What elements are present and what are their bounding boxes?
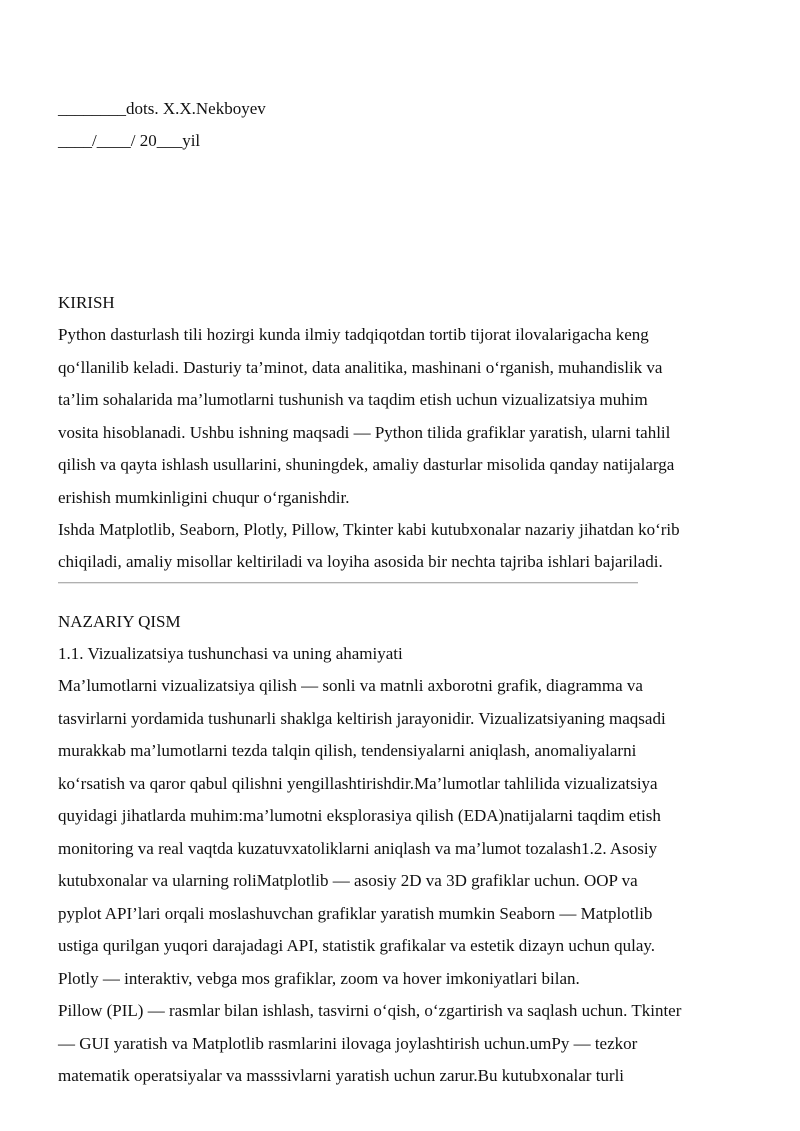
theory-paragraph-line: Plotly — interaktiv, vebga mos grafiklar, zoom va hover imkoniyatlari bilan.	[58, 969, 580, 988]
intro-paragraph-line: qilish va qayta ishlash usullarini, shuningdek, amaliy dasturlar misolida qanday natijalarga	[58, 455, 675, 474]
theory-paragraph-line: ko‘rsatish va qaror qabul qilishni yengillashtirishdir.Ma’lumotlar tahlilida vizualizatsiya	[58, 774, 658, 793]
intro-paragraph-line: Ishda Matplotlib, Seaborn, Plotly, Pillow, Tkinter kabi kutubxonalar nazariy jihatdan ko‘rib	[58, 520, 680, 539]
signature-name-line: ________dots. X.X.Nekboyev	[58, 99, 266, 118]
theory-paragraph-line: ustiga qurilgan yuqori darajadagi API, statistik grafikalar va estetik dizayn uchun qulay.	[58, 936, 656, 955]
intro-paragraph-line: ta’lim sohalarida ma’lumotlarni tushunish va taqdim etish uchun vizualizatsiya muhim	[58, 390, 648, 409]
theory-paragraph-line: pyplot API’lari orqali moslashuvchan grafiklar yaratish mumkin Seaborn — Matplotlib	[58, 904, 653, 923]
theory-subheading: 1.1. Vizualizatsiya tushunchasi va uning ahamiyati	[58, 644, 403, 663]
intro-paragraph-line: vosita hisoblanadi. Ushbu ishning maqsadi — Python tilida grafiklar yaratish, ularni tahlil	[58, 423, 671, 442]
theory-paragraph-line: kutubxonalar va ularning roliMatplotlib — asosiy 2D va 3D grafiklar uchun. OOP va	[58, 871, 638, 890]
theory-paragraph-line: — GUI yaratish va Matplotlib rasmlarini ilovaga joylashtirish uchun.umPy — tezkor	[58, 1034, 638, 1053]
theory-paragraph-line: monitoring va real vaqtda kuzatuvxatoliklarni aniqlash va ma’lumot tozalash1.2. Asosiy	[58, 839, 658, 858]
theory-paragraph-line: Pillow (PIL) — rasmlar bilan ishlash, tasvirni o‘qish, o‘zgartirish va saqlash uchun. Tkinter	[58, 1001, 682, 1020]
theory-paragraph-line: matematik operatsiyalar va masssivlarni yaratish uchun zarur.Bu kutubxonalar turli	[58, 1066, 625, 1085]
theory-paragraph-line: Ma’lumotlarni vizualizatsiya qilish — sonli va matnli axborotni grafik, diagramma va	[58, 676, 643, 695]
theory-heading: NAZARIY QISM	[58, 612, 181, 631]
intro-paragraph-line: Python dasturlash tili hozirgi kunda ilmiy tadqiqotdan tortib tijorat ilovalarigacha keng	[58, 325, 649, 344]
intro-paragraph-line: qo‘llanilib keladi. Dasturiy ta’minot, data analitika, mashinani o‘rganish, muhandislik va	[58, 358, 663, 377]
intro-heading: KIRISH	[58, 293, 115, 312]
theory-paragraph-line: tasvirlarni yordamida tushunarli shaklga keltirish jarayonidir. Vizualizatsiyaning maqsadi	[58, 709, 666, 728]
intro-paragraph-line: chiqiladi, amaliy misollar keltiriladi va loyiha asosida bir nechta tajriba ishlari bajariladi.	[58, 552, 663, 571]
section-divider	[58, 582, 638, 584]
theory-paragraph-line: murakkab ma’lumotlarni tezda talqin qilish, tendensiyalarni aniqlash, anomaliyalarni	[58, 741, 637, 760]
theory-paragraph-line: quyidagi jihatlarda muhim:ma’lumotni eksplorasiya qilish (EDA)natijalarni taqdim etish	[58, 806, 661, 825]
signature-date-line: ____/____/ 20___yil	[58, 131, 201, 150]
intro-paragraph-line: erishish mumkinligini chuqur o‘rganishdir.	[58, 488, 350, 507]
